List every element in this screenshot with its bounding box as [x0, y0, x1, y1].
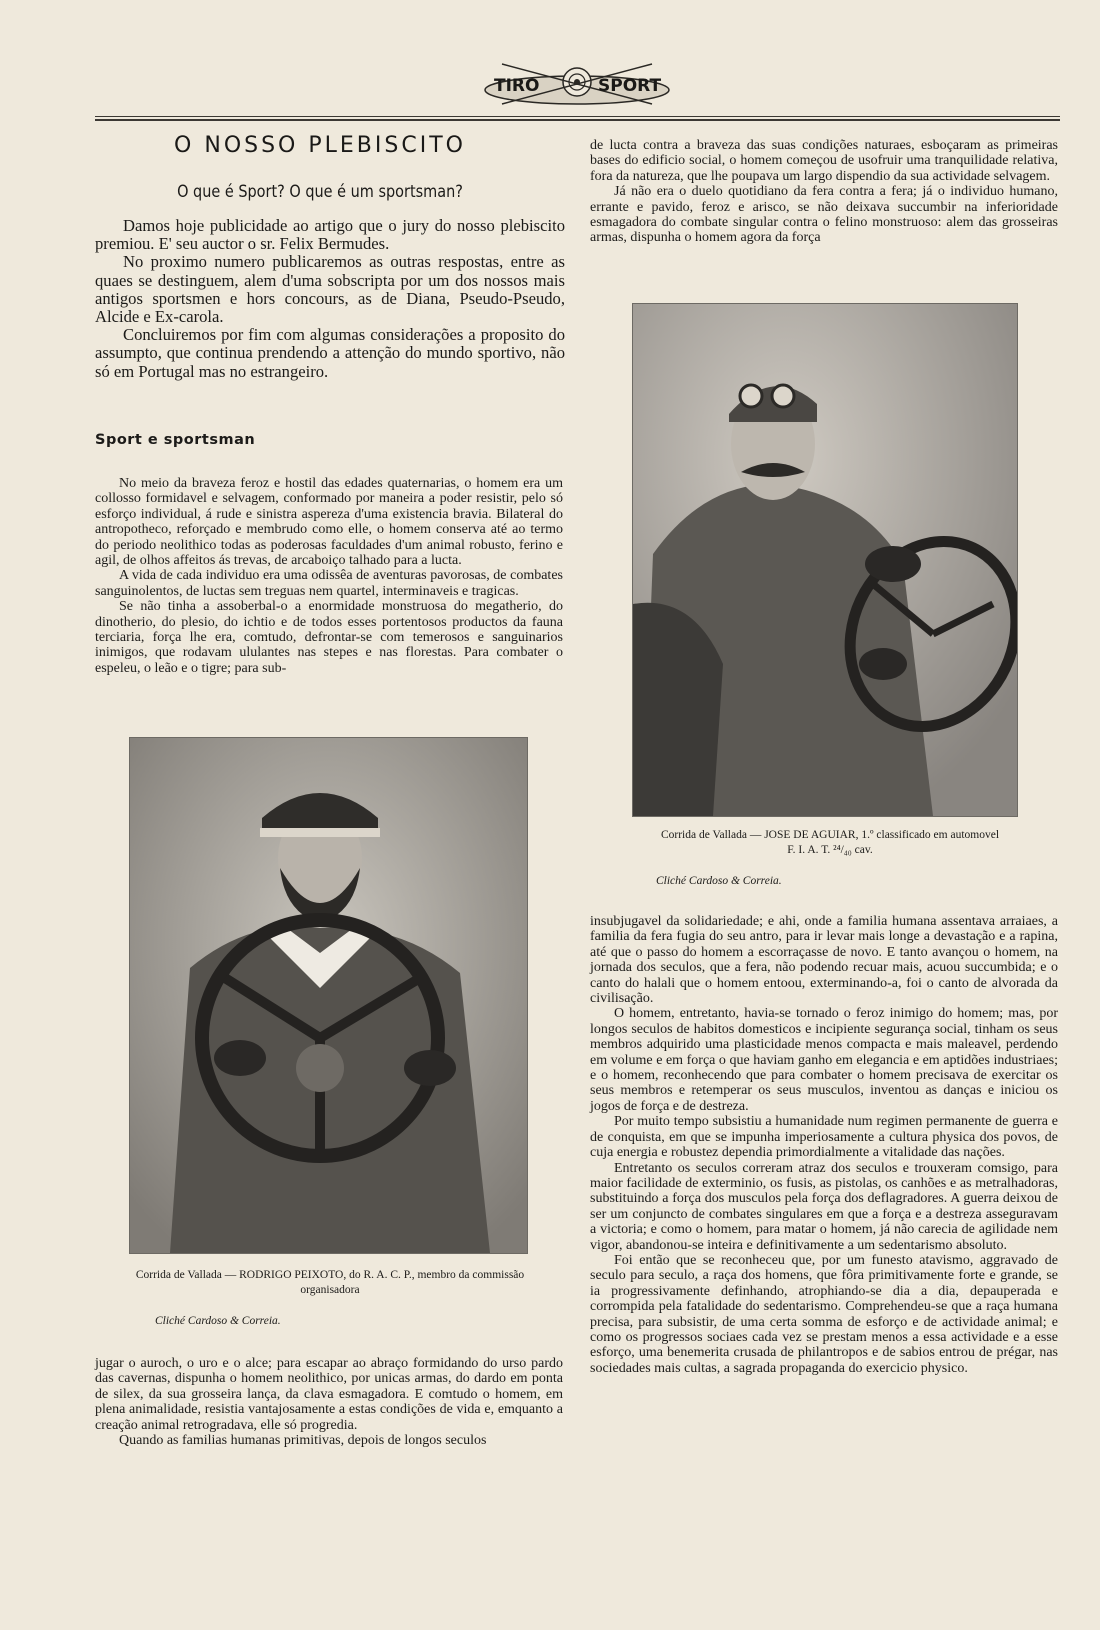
photo-credit-right: Cliché Cardoso & Correia. — [656, 875, 782, 887]
driver-photo-illustration — [130, 738, 527, 1253]
right-column-top — [590, 138, 1058, 246]
intro-paragraph: No proximo numero publicaremos as outras respostas, entre as quaes se destinguem, alem d'uma sobscripta por um dos nossos mais antigos sportsmen e hors concours, as de Diana, Pseudo-Pseudo, Alcide e Ex-carola. — [95, 252, 565, 327]
body-paragraph: Por muito tempo subsistiu a humanidade num regimen permanente de guerra e de conquista, em que se impunha imperiosamente a cultura physica dos povos, de cuja energia e robustez dependia primordialmente a vitalidade das nações. — [590, 1114, 1058, 1161]
left-column-top — [95, 476, 563, 676]
left-column-bottom — [95, 1356, 563, 1448]
intro-paragraph: Damos hoje publicidade ao artigo que o jury do nosso plebiscito premiou. E' seu auctor o sr. Felix Bermudes. — [95, 216, 565, 254]
photo-credit-left: Cliché Cardoso & Correia. — [155, 1315, 281, 1327]
body-paragraph: Se não tinha a assoberbal-o a enormidade monstruosa do megatherio, do dinotherio, do plesio, do ichtio e de todos esses portentosos productos da fauna terciaria, força lhe era, comtudo, defrontar-se com temerosos e sanguinarios inimigos, que rodavam ululantes nas stepes e nas florestas. Para combater o espeleu, o leão e o tigre; para sub- — [95, 599, 563, 676]
article-subtitle: O que é Sport? O que é um sportsman? — [177, 182, 463, 202]
portrait-rodrigo-peixoto — [129, 737, 528, 1254]
body-paragraph: jugar o auroch, o uro e o alce; para escapar ao abraço formidando do urso pardo das cavernas, dispunha o homem neolithico, por unicas armas, do dardo em ponta de silex, da sua grosseira lança, da clava esmagadora. E comtudo o homem, em plena animalidade, resistia vantajosamente a estas condições de vida e, emquanto a creação animal retrogradava, elle só progredia. — [95, 1356, 563, 1433]
body-paragraph: O homem, entretanto, havia-se tornado o feroz inimigo do homem; mas, por longos seculos de habitos domesticos e incipiente segurança social, tinham os seus membros adquirido uma plasticidade menos compacta e mais maleavel, perdendo em volume e em força o que haviam ganho em elegancia e em aptidões industriaes; e o homem, reconhecendo que para combater o homem precisava de exercitar os seus membros e retemperar os seus musculos, inventou as danças e iniciou os jogos de força e de destreza. — [590, 1006, 1058, 1114]
masthead-logo — [482, 60, 672, 110]
caption-right-line1: Corrida de Vallada — JOSE DE AGUIAR, 1.º classificado em automovel — [660, 829, 1000, 841]
right-column-bottom — [590, 914, 1058, 1376]
svg-text:SPORT: SPORT — [598, 76, 662, 96]
section-heading: Sport e sportsman — [95, 432, 256, 448]
caption-left-line2: organisadora — [300, 1284, 360, 1296]
article-title: O NOSSO PLEBISCITO — [174, 133, 466, 158]
driver-photo-illustration — [633, 304, 1017, 816]
caption-left — [100, 1268, 560, 1298]
body-paragraph: Entretanto os seculos correram atraz dos seculos e trouxeram comsigo, para maior facilidade de exterminio, os fusis, as pistolas, os canhões e as metralhadoras, substituindo a força dos musculos pela força dos deflagradores. A guerra deixou de ser um conjuncto de combates singulares em que a força e a destreza asseguravam a victoria; e como o homem, para matar o homem, já não carecia de agilidade nem vigor, abandonou-se inteira e definitivamente a um sedentarismo absoluto. — [590, 1160, 1058, 1253]
body-paragraph: Foi então que se reconheceu que, por um funesto atavismo, aggravado de seculo para seculo, a raça dos homens, que fôra primitivamente forte e grande, se ia progressivamente definhando, atrophiando-se dia a dia, depauperada e corrompida pela fatalidade do sedentarismo. Comprehendeu-se que a raça humana precisa, para subsistir, de uma certa somma de esforço e de actividade animal; e como os progressos sociaes cada vez se prestam menos a essa actividade e a esse esforço, uma benemerita crusada de philantropos e de sabios entrou de prégar, nas sociedades mais cultas, a sagrada propaganda do exercicio physico. — [590, 1252, 1058, 1376]
body-paragraph: No meio da braveza feroz e hostil das edades quaternarias, o homem era um collosso formidavel e selvagem, conformado por maneira a poder resistir, pelo só esforço individual, á rude e sinistra aspereza d'uma existencia bravia. Bilateral do antropotheco, reforçado e membrudo como elle, o homem conserva até ao termo do periodo neolithico todas as poderosas faculdades d'um animal robusto, ferino e agil, de olhos affeitos ás trevas, de arcaboiço talhado para a lucta. — [95, 476, 563, 569]
body-paragraph: Já não era o duelo quotidiano da fera contra a fera; já o individuo humano, errante e pavido, feroz e arisco, se não deixava succumbir na inferioridade esmagadora do combate singular contra o felino monstruoso: alem das grosseiras armas, dispunha o homem agora da força — [590, 184, 1058, 246]
body-paragraph: insubjugavel da solidariedade; e ahi, onde a familia humana assentava arraiaes, a familia da fera fugia do seu antro, para ir levar mais longe a devastação e a rapina, até que o passo do homem a escorraçasse de novo. E tanto avançou o homem, na jornada dos seculos, que a fera, não podendo recuar mais, acuou succumbida; e o canto do halali que o homem entoou, exterminando-a, foi o canto de alvorada da civilisação. — [590, 914, 1058, 1007]
intro-paragraph: Concluiremos por fim com algumas considerações a proposito do assumpto, que continua prendendo a attenção do mundo sportivo, não só em Portugal mas no estrangeiro. — [95, 325, 565, 381]
caption-right — [600, 828, 1060, 858]
portrait-jose-de-aguiar — [632, 303, 1018, 817]
svg-text:TIRO: TIRO — [494, 76, 540, 96]
caption-left-line1: Corrida de Vallada — RODRIGO PEIXOTO, do R. A. C. P., membro da commissão — [135, 1269, 525, 1281]
body-paragraph: A vida de cada individuo era uma odissêa de aventuras pavorosas, de combates sanguinolentos, de luctas sem treguas nem quartel, interminaveis e tragicas. — [95, 568, 563, 599]
body-paragraph: de lucta contra a braveza das suas condições naturaes, esboçaram as primeiras bases do edificio social, o homem começou de usofruir uma tranquilidade relativa, fora da natureza, que lhe poupava um largo dispendio da sua actividade selvagem. — [590, 138, 1058, 184]
intro-block — [95, 217, 565, 381]
caption-right-line2: F. I. A. T. ²⁴/₄₀ cav. — [787, 844, 873, 856]
body-paragraph: Quando as familias humanas primitivas, depois de longos seculos — [119, 1433, 487, 1449]
